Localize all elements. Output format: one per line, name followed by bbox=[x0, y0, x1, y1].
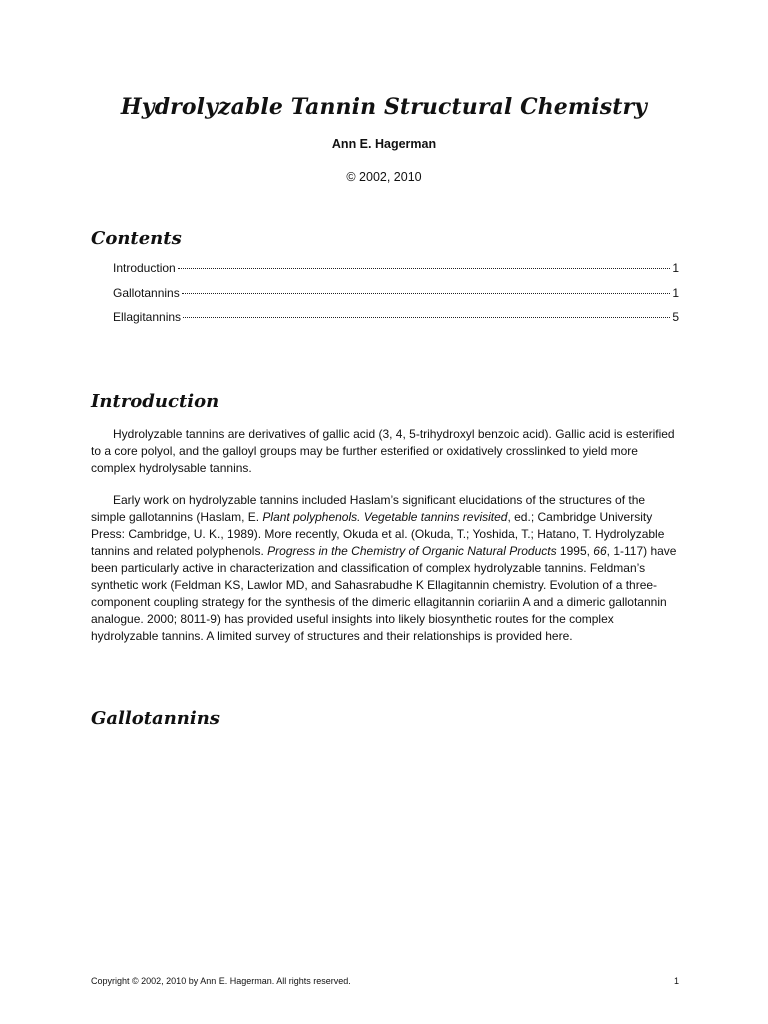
footer-copyright: Copyright © 2002, 2010 by Ann E. Hagerman. All rights reserved. bbox=[91, 976, 351, 986]
toc-entry-page: 1 bbox=[672, 261, 679, 275]
paragraph-citation-title: Plant polyphenols. Vegetable tannins revisited bbox=[262, 510, 508, 524]
footer-page-number: 1 bbox=[673, 976, 679, 986]
toc-entry-introduction[interactable] bbox=[113, 261, 679, 286]
paragraph-text: 1995, bbox=[556, 544, 594, 558]
toc-entry-page: 5 bbox=[672, 310, 679, 324]
toc-leader-dots bbox=[182, 293, 671, 294]
paragraph-journal-title: Progress in the Chemistry of Organic Natural Products bbox=[267, 544, 557, 558]
toc-entry-label: Gallotannins bbox=[113, 285, 180, 300]
toc-leader-dots bbox=[178, 268, 671, 269]
toc-entry-gallotannins[interactable] bbox=[113, 286, 679, 311]
document-author: Ann E. Hagerman bbox=[331, 137, 437, 151]
gallotannins-heading: Gallotannins bbox=[91, 708, 220, 729]
table-of-contents bbox=[113, 261, 679, 335]
contents-heading: Contents bbox=[91, 228, 182, 249]
paragraph-volume: 66 bbox=[593, 544, 607, 558]
introduction-paragraph-1: Hydrolyzable tannins are derivatives of gallic acid (3, 4, 5-trihydroxyl benzoic acid). Gallic acid is esterified to a core polyol, and the galloyl groups may be further esterified or oxidatively crosslinked to yield more complex hydrolysable tannins. bbox=[91, 427, 675, 475]
introduction-heading: Introduction bbox=[91, 391, 220, 412]
toc-entry-ellagitannins[interactable] bbox=[113, 310, 679, 335]
paragraph-text: , ed.; Cambridge University Press: Cambridge, U. K., 1989). More recently, Okuda et al. (Okuda, T.; Yoshida, T.; Hatano, T. Hydrolyzable tannins and related polyphenols. bbox=[91, 510, 665, 558]
paragraph-text: Early work on hydrolyzable tannins included Haslam’s significant elucidations of the structures of the simple gallotannins (Haslam, E. bbox=[91, 493, 646, 524]
introduction-paragraph-2 bbox=[91, 492, 679, 645]
page-footer bbox=[91, 976, 679, 986]
document-copyright: © 2002, 2010 bbox=[346, 170, 422, 184]
toc-entry-label: Introduction bbox=[113, 261, 176, 275]
toc-entry-label: Ellagitannins bbox=[113, 310, 182, 324]
toc-leader-dots bbox=[183, 317, 670, 318]
document-title: Hydrolyzable Tannin Structural Chemistry bbox=[120, 94, 648, 120]
toc-entry-page: 1 bbox=[672, 285, 679, 300]
paragraph-text: , 1-117) have been particularly active in characterization and classification of complex hydrolyzable tannins. Feldman’s synthetic work (Feldman KS, Lawlor MD, and Sahasrabudhe K Ellagitannin chemistry. Evolution of a three-component coupling strategy for the synthesis of the dimeric ellagitannin coriariin A and a dimeric gallotannin analogue. 2000; 8011-9) has provided useful insights into likely biosynthetic routes for the complex hydrolyzable tannins. A limited survey of structures and their relationships is provided here. bbox=[91, 544, 677, 643]
